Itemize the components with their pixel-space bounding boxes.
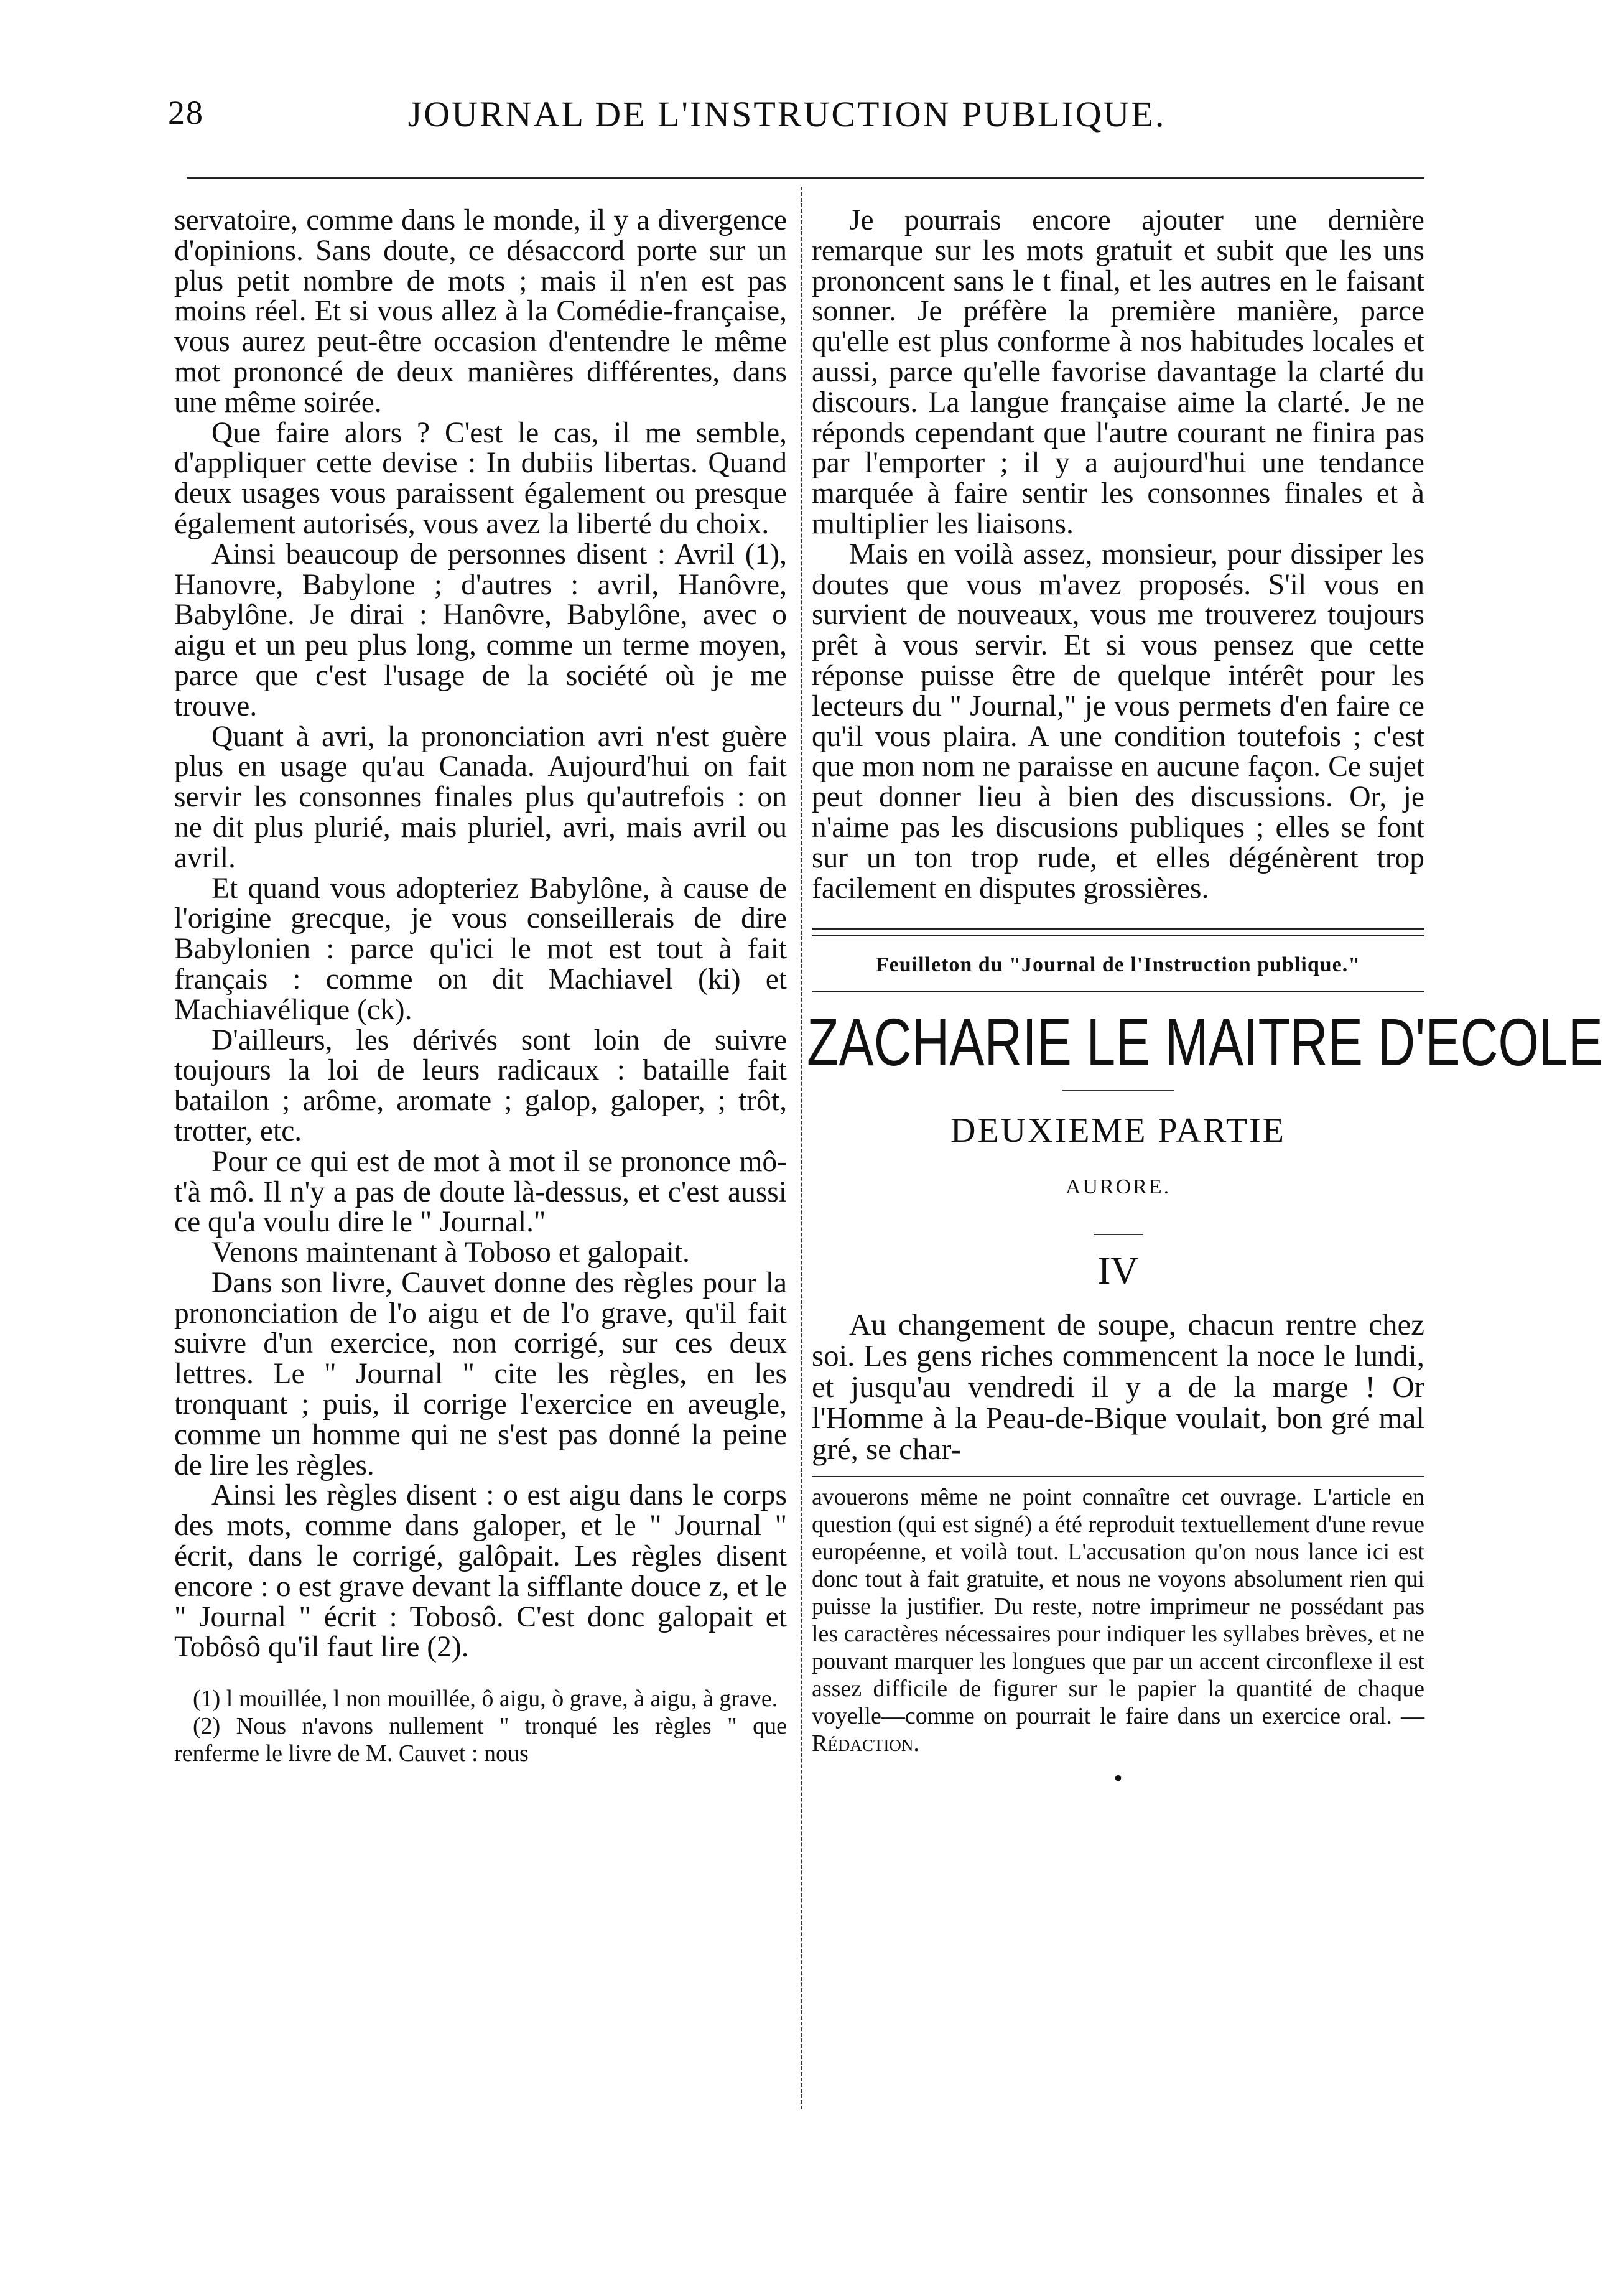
paragraph: Quant à avri, la prononciation avri n'est guère plus en usage qu'au Canada. Aujourd'hui on fait servir les consonnes finales plus qu'autrefois : on ne dit plus plurié, mais pluriel, avri, mais avril ou avril. <box>174 720 787 874</box>
subtitle: AURORE. <box>1065 1175 1171 1198</box>
footnotes <box>174 1685 787 1767</box>
ornament-dot: • <box>1113 1763 1123 1792</box>
footnote: (2) Nous n'avons nullement " tronqué les règles " que renferme le livre de M. Cauvet : nous <box>174 1713 787 1767</box>
footnote: (1) l mouillée, l non mouillée, ô aigu, ò grave, à aigu, à grave. <box>193 1686 778 1712</box>
page-header <box>168 93 1406 143</box>
paragraph: Et quand vous adopteriez Babylône, à cause de l'origine grecque, je vous conseillerais de dire Babylonien : parce qu'ici le mot est tout à fait français : comme on dit Machiavel (ki) et Machiavélique (ck). <box>174 872 787 1026</box>
title-rule <box>1062 1090 1174 1091</box>
header-rule <box>187 177 1424 179</box>
note-signature: —Rédaction. <box>812 1702 1424 1757</box>
feuilleton-label: Feuilleton du "Journal de l'Instruction publique." <box>875 953 1361 977</box>
serial-title: ZACHARIE LE MAITRE D'ECOLE <box>807 1004 1603 1080</box>
right-column <box>807 204 1603 1793</box>
part-title: DEUXIEME PARTIE <box>950 1111 1286 1150</box>
paragraph: Que faire alors ? C'est le cas, il me semble, d'appliquer cette devise : In dubiis libertas. Quand deux usages vous paraissent également ou presque également autorisés, vous avez la liberté du choix. <box>174 416 787 540</box>
paragraph: Ainsi beaucoup de personnes disent : Avril (1), Hanovre, Babylone ; d'autres : avril, Hanôvre, Babylône. Je dirai : Hanôvre, Babylône, avec o aigu et un peu plus long, comme un terme moyen, parce que c'est l'usage de la société où je me trouve. <box>174 538 787 722</box>
paragraph: D'ailleurs, les dérivés sont loin de suivre toujours la loi de leurs radicaux : bataille fait batailon ; arôme, aromate ; galop, galoper, ; trôt, trotter, etc. <box>174 1024 787 1147</box>
column-divider <box>801 187 802 2109</box>
serial-text <box>812 1309 1424 1465</box>
paragraph: Venons maintenant à Toboso et galopait. <box>211 1236 690 1269</box>
paragraph: Pour ce qui est de mot à mot il se prononce mô-t'à mô. Il n'y a pas de doute là-dessus, et c'est aussi ce qu'a voulu dire le " Journal." <box>174 1145 787 1239</box>
left-column <box>174 205 787 1767</box>
subtitle-rule <box>1094 1234 1143 1235</box>
paragraph: Ainsi les règles disent : o est aigu dans le corps des mots, comme dans galoper, et le " Journal " écrit, dans le corrigé, galôpait. Les règles disent encore : o est grave devant la sifflante douce z, et le " Journal " écrit : Tobosô. C'est donc galopait et Tobôsô qu'il faut lire (2). <box>174 1479 787 1664</box>
note-body: avouerons même ne point connaître cet ouvrage. L'article en question (qui est signé) a été reproduit textuellement d'une revue européenne, et voilà tout. L'accusation qu'on nous lance ici est donc tout à fait gratuite, et nous ne voyons absolument rien qui puisse la justifier. Du reste, notre imprimeur ne possédant pas les caractères nécessaires pour indiquer les syllabes brèves, et ne pouvant marquer les longues que par un accent circonflexe il est assez difficile de figurer sur le papier la quantité de chaque voyelle—comme on pourrait le faire dans un exercice oral. <box>812 1483 1424 1729</box>
note-rule <box>812 1476 1424 1477</box>
feuilleton-rule <box>812 991 1424 992</box>
paragraph: Au changement de soupe, chacun rentre chez soi. Les gens riches commencent la noce le lundi, et jusqu'au vendredi il y a de la marge ! Or l'Homme à la Peau-de-Bique voulait, bon gré mal gré, se char- <box>812 1307 1424 1466</box>
paragraph: Dans son livre, Cauvet donne des règles pour la prononciation de l'o aigu et de l'o grave, qu'il fait suivre d'un exercice, non corrigé, sur ces deux lettres. Le " Journal " cite les règles, en les tronquant ; puis, il corrige l'exercice en aveugle, comme un homme qui ne s'est pas donné la peine de lire les règles. <box>174 1266 787 1482</box>
section-double-rule <box>812 928 1424 936</box>
chapter-number: IV <box>1097 1249 1139 1292</box>
paragraph: servatoire, comme dans le monde, il y a divergence d'opinions. Sans doute, ce désaccord porte sur un plus petit nombre de mots ; mais il n'en est pas moins réel. Et si vous allez à la Comédie-française, vous aurez peut-être occasion d'entendre le même mot prononcé de deux manières différentes, dans une même soirée. <box>174 204 787 419</box>
page-number: 28 <box>168 94 204 131</box>
running-head: JOURNAL DE L'INSTRUCTION PUBLIQUE. <box>407 94 1166 134</box>
paragraph: Mais en voilà assez, monsieur, pour dissiper les doutes que vous m'avez proposés. S'il vous en survient de nouveaux, vous me trouverez toujours prêt à vous servir. Et si vous pensez que cette réponse puisse être de quelque intérêt pour les lecteurs du " Journal," je vous permets d'en faire ce qu'il vous plaira. A une condition toutefois ; c'est que mon nom ne paraisse en aucune façon. Ce sujet peut donner lieu à bien des discussions. Or, je n'aime pas les discusions publiques ; elles se font sur un ton trop rude, et elles dégénèrent trop facilement en disputes grossières. <box>812 538 1424 905</box>
paragraph: Je pourrais encore ajouter une dernière remarque sur les mots gratuit et subit que les uns prononcent sans le t final, et les autres en le faisant sonner. Je préfère la première manière, parce qu'elle est plus conforme à nos habitudes locales et aussi, parce qu'elle favorise davantage la clarté du discours. La langue française aime la clarté. Je ne réponds cependant que l'autre courant ne finira pas par l'emporter ; il y a aujourd'hui une tendance marquée à faire sentir les consonnes finales et à multiplier les liaisons. <box>812 204 1424 540</box>
footnote-continuation <box>812 1483 1424 1757</box>
